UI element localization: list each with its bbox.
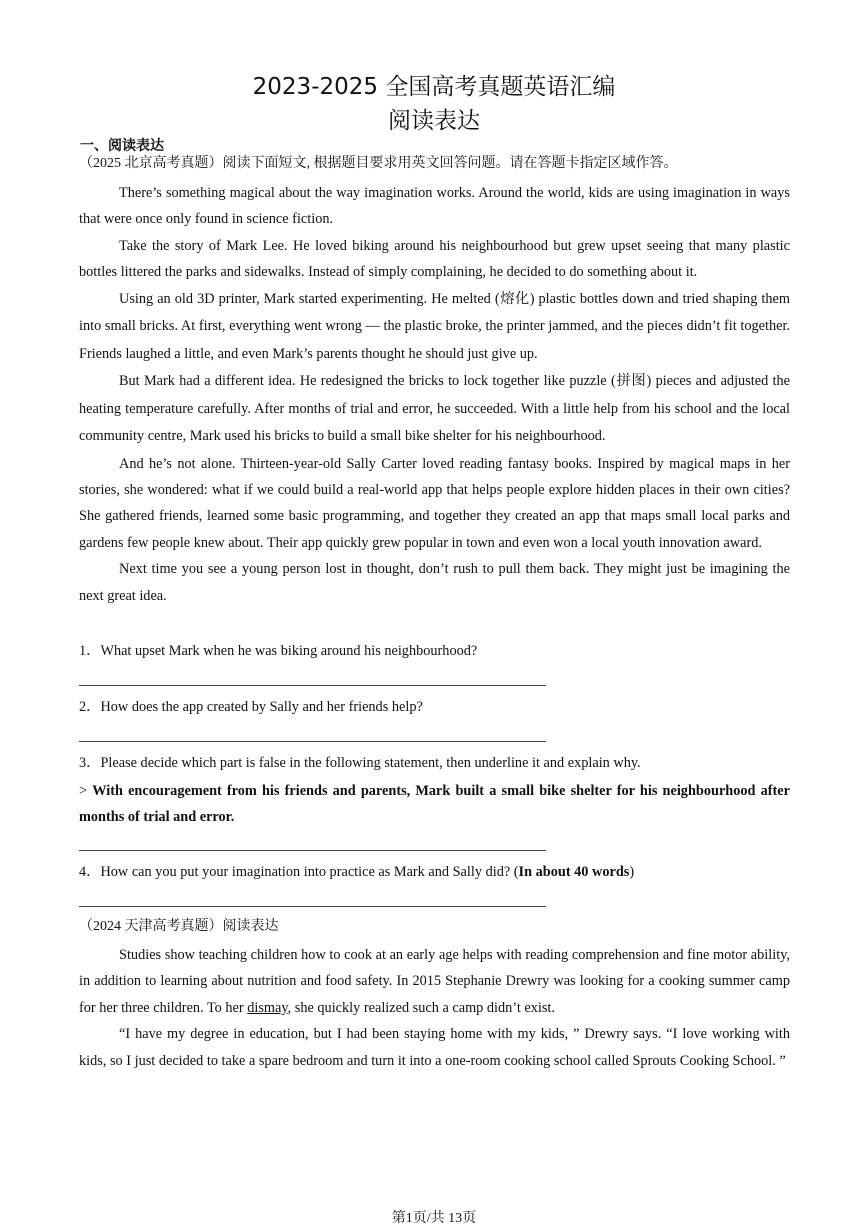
question-4-prompt: 4．How can you put your imagination into practice as Mark and Sally did? ( — [79, 864, 519, 880]
question-4 — [79, 859, 790, 885]
passage-2-source: （2024 天津高考真题）阅读表达 — [79, 919, 279, 934]
passage-1-paragraph: And he’s not alone. Thirteen-year-old Sally Carter loved reading fantasy books. Inspired by magical maps in her stories, she wondered: what if we could build a real-world app that helps people explore hidden places in their own cities? She gathered friends, learned some basic programming, and together they created an app that maps small local parks and gardens few people knew about. Their app quickly grew popular in town and even won a local youth innovation award. — [79, 455, 790, 551]
passage-2 — [79, 917, 790, 1074]
section-heading: 一、阅读表达 — [80, 138, 164, 154]
question-3 — [79, 750, 790, 830]
question-4-text — [79, 859, 790, 885]
question-4-close: ) — [629, 864, 635, 880]
question-3-text: 3．Please decide which part is false in the following statement, then underline it and explain why. — [79, 755, 641, 771]
passage-2-text-before: Studies show teaching children how to cook at an early age helps with reading comprehension and fine motor ability, in addition to learning about nutrition and food safety. In 2015 Stephanie Drewry was looking for a cooking summer camp for her three children. To her — [79, 947, 790, 1016]
passage-1-paragraph: There’s something magical about the way imagination works. Around the world, kids are using imagination in ways that were once only found in science fiction. — [79, 185, 790, 228]
question-2 — [79, 694, 790, 720]
answer-line-4 — [79, 906, 546, 907]
document-title: 2023-2025 全国高考真题英语汇编 — [252, 74, 616, 100]
question-1-text: 1．What upset Mark when he was biking around his neighbourhood? — [79, 643, 478, 659]
answer-line-3 — [79, 850, 546, 851]
passage-1-paragraph: Next time you see a young person lost in thought, don’t rush to pull them back. They might just be imagining the next great idea. — [79, 561, 790, 604]
question-1 — [79, 638, 790, 664]
answer-line-2 — [79, 741, 546, 742]
document-subtitle: 阅读表达 — [388, 108, 480, 134]
question-4-word-limit: In about 40 words — [518, 864, 630, 880]
passage-1-paragraph: Using an old 3D printer, Mark started experimenting. He melted (熔化) plastic bottles down and tried shaping them into small bricks. At first, everything went wrong — the plastic broke, the printer jammed, and the pieces didn’t fit together. Friends laughed a little, and even Mark’s parents thought he should just give up. — [79, 290, 790, 362]
passage-1-paragraph: Take the story of Mark Lee. He loved biking around his neighbourhood but grew upset seeing that many plastic bottles littered the parks and sidewalks. Instead of simply complaining, he decided to do something about it. — [79, 237, 790, 281]
question-2-text: 2．How does the app created by Sally and her friends help? — [79, 699, 423, 715]
passage-1-paragraph: But Mark had a different idea. He redesigned the bricks to lock together like puzzle (拼图) pieces and adjusted the heating temperature carefully. After months of trial and error, he succeeded. With a little help from his school and the local community centre, Mark used his bricks to build a small bike shelter for his neighbourhood. — [79, 373, 790, 445]
underlined-word: dismay — [247, 999, 288, 1016]
passage-1-source: （2025 北京高考真题）阅读下面短文, 根据题目要求用英文回答问题。请在答题卡指定区域作答。 — [79, 156, 678, 171]
passage-1 — [79, 154, 790, 609]
answer-line-1 — [79, 685, 546, 686]
statement-prefix: > — [79, 783, 93, 799]
statement-text: With encouragement from his friends and parents, Mark built a small bike shelter for his neighbourhood after months of trial and error. — [79, 783, 790, 825]
passage-2-text-after: , she quickly realized such a camp didn’t exist. — [287, 999, 555, 1016]
page-footer: 第1页/共 13页 — [391, 1211, 477, 1226]
passage-2-paragraph — [79, 942, 790, 1021]
passage-2-paragraph: “I have my degree in education, but I had been staying home with my kids, ” Drewry says. “I love working with kids, so I just decided to take a spare bedroom and turn it into a one-room cooking school called Sprouts Cooking School. ” — [79, 1026, 790, 1069]
question-3-statement — [79, 778, 790, 830]
